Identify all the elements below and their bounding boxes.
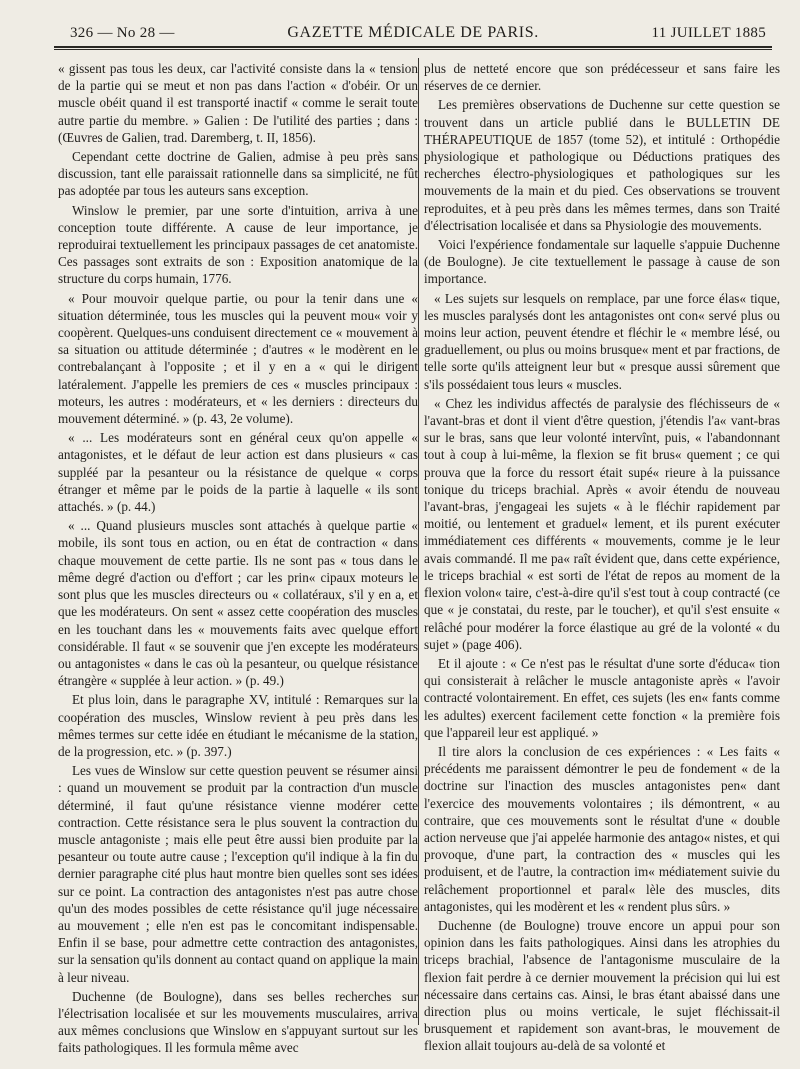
paragraph: plus de netteté encore que son prédécesseur et sans faire les réserves de ce dernier. — [424, 61, 780, 94]
page-header — [70, 22, 766, 44]
journal-title: GAZETTE MÉDICALE DE PARIS. — [287, 24, 539, 41]
paragraph: Et plus loin, dans le paragraphe XV, intitulé : Remarques sur la coopération des muscles, Winslow revient à peu près dans les mêmes termes sur cette idée en étudiant le mécanisme de la station, de la progression, etc. » (p. 397.) — [58, 692, 418, 759]
paragraph: Voici l'expérience fondamentale sur laquelle s'appuie Duchenne (de Boulogne). Je cite textuellement le passage à cause de son importance. — [424, 237, 780, 287]
paragraph: Et il ajoute : « Ce n'est pas le résultat d'une sorte d'éduca« tion qui consisterait à relâcher le muscle antagoniste après « l'avoir contracté volontairement. En effet, ces sujets (les en« fants comme les adultes) exercent facilement cette fonction « la première fois que l'appareil leur est appliqué. » — [424, 655, 780, 740]
paragraph: Les premières observations de Duchenne sur cette question se trouvent dans un article publié dans le BULLETIN DE THÉRAPEUTIQUE de 1857 (tome 52), et intitulé : Orthopédie physiologique et pathologique ou Déductions pratiques des recherches électro-physiologiques et pathologiques sur les mouvements de la main et du pied. Ces observations se trouvent reproduites, et à peu près dans les mêmes termes, dans son Traité d'électrisation localisée et dans sa Physiologie des mouvements. — [424, 97, 780, 233]
paragraph: Winslow le premier, par une sorte d'intuition, arriva à une conception toute différente. A cause de leur importance, je reproduirai textuellement les principaux passages de cet anatomiste. Ces passages sont extraits de son : Exposition anatomique de la structure du corps humain, 1776. — [58, 202, 418, 287]
quotation: « ... Quand plusieurs muscles sont attachés à quelque partie « mobile, ils sont tous en action, ou en état de contraction « dans chaque mouvement de cette partie. Ils ne sont pas « tous dans le même degré d'action ou d'effort ; car les prin« cipaux moteurs le sont plus que les muscles directeurs ou « collatéraux, s'il y en a, et que les modérateurs. On sent « assez cette coopération des muscles en les touchant dans les « mouvements faits avec quelque effort considérable. Il faut « se souvenir que j'en excepte les modérateurs ou antagonistes « dans le cas où la pesanteur, ou quelque résistance étrangère « supplée à leur action. » (p. 49.) — [58, 518, 418, 689]
issue-date: 11 JUILLET 1885 — [651, 24, 766, 41]
paragraph: Cependant cette doctrine de Galien, admise à peu près sans discussion, tant elle paraissait rationnelle dans sa simplicité, ne fût pas adoptée par tous les auteurs sans exception. — [58, 149, 418, 199]
paragraph: Il tire alors la conclusion de ces expériences : « Les faits « précédents me paraissent démontrer le peu de fondement « de la doctrine sur l'inaction des muscles antagonistes pen« dant l'exercice des mouvements volontaires ; ils démontrent, « au contraire, que ces mouvements sont le résultat d'une « double action nerveuse que j'ai appelée harmonie des antago« nistes, et qui provoque, d'une part, la contraction des « muscles qui les produisent, et de l'autre, la contraction im« médiatement suivie du relâchement proportionnel et paral« lèle des muscles, dits antagonistes, qui les modèrent et les « rendent plus sûrs. » — [424, 743, 780, 914]
quotation: « Pour mouvoir quelque partie, ou pour la tenir dans une « situation déterminée, tous les muscles qui la peuvent mou« voir y coopèrent. Quelques-uns conduisent directement ce « mouvement à sa situation ou attitude déterminée ; d'autres « le modèrent en le contrebalançant à l'opposite ; et il y en a « qui le dirigent latéralement. J'appelle les premiers de ces « muscles principaux : moteurs, les autres : modérateurs, et « les derniers : directeurs du mouvement déterminé. » (p. 43, 2e volume). — [58, 290, 418, 427]
paragraph: Duchenne (de Boulogne) trouve encore un appui pour son opinion dans les faits pathologiques. Ainsi dans les atrophies du triceps brachial, l'absence de l'antagonisme musculaire de la flexion fait perdre à ce dernier mouvement la précision qui lui est nécessaire dans certains cas. Ainsi, le bras étant abaissé dans une direction plus ou moins verticale, le sujet fléchissait-il brusquement et rapidement son avant-bras, le mouvement de flexion allait toujours au-delà de sa volonté et — [424, 917, 780, 1054]
quotation: « Chez les individus affectés de paralysie des fléchisseurs de « l'avant-bras et dont il vient d'être question, j'étendis l'a« vant-bras sur le bras, sans que leur volonté intervînt, puis, « l'abandonnant tout à coup à lui-même, la flexion se fit brus« quement ; ce qui prouva que la force du ressort était supé« rieure à la puissance tonique du triceps brachial. Après « avoir étendu de nouveau l'avant-bras, j'engageai les sujets « à le fléchir rapidement par moitié, ou lentement et graduel« lement, et ils purent exécuter immédiatement ces différents « mouvements, comme je le leur avais commandé. Il me pa« raît évident que, dans cette expérience, le triceps brachial « est sorti de l'état de repos au moment de la flexion volon« taire, c'est-à-dire qu'il s'est tout à coup contracté (ce que « je constatai, du reste, par le toucher), et qu'il s'est ensuite « relâché pour modérer la force élastique au gré de la volonté « du sujet » (page 406). — [424, 395, 780, 652]
left-column — [58, 60, 418, 1059]
right-column — [424, 60, 780, 1057]
quotation: « ... Les modérateurs sont en général ceux qu'on appelle « antagonistes, et le défaut de leur action est dans plusieurs « cas suppléé par la pesanteur ou la résistance de quelque « corps étranger et même par le poids de la partie à laquelle « ils sont attachés. » (p. 44.) — [58, 430, 418, 515]
column-divider — [418, 58, 419, 1025]
paragraph: Duchenne (de Boulogne), dans ses belles recherches sur l'électrisation localisée et sur les mouvements musculaires, arriva aux mêmes conclusions que Winslow en s'appuyant surtout sur les faits pathologiques. Il les formula même avec — [58, 988, 418, 1056]
quotation: « Les sujets sur lesquels on remplace, par une force élas« tique, les muscles paralysés dont les antagonistes ont con« servé plus ou moins leur action, peuvent étendre et fléchir le « membre lésé, ou graduellement, ou plus ou moins brusque« ment et par fractions, de telle sorte qu'ils atteignent leur but « presque aussi sûrement que s'ils possédaient tous leurs « muscles. — [424, 290, 780, 392]
paragraph: « gissent pas tous les deux, car l'activité consiste dans la « tension de la partie qui se meut et non pas dans l'action « d'obéir. Or un muscle obéit quand il est transporté inactif « comme le serait toute autre partie du membre. » Galien : De l'utilité des parties ; dans : (Œuvres de Galien, trad. Daremberg, t. II, 1856). — [58, 61, 418, 145]
header-rule-thin — [54, 49, 772, 50]
page-number: 326 — No 28 — — [70, 24, 175, 41]
header-rule — [54, 46, 772, 48]
paragraph: Les vues de Winslow sur cette question peuvent se résumer ainsi : quand un mouvement se produit par la contraction d'un muscle déterminé, il faut qu'une résistance vienne modérer cette contraction. Cette résistance sera le plus souvent la contraction du muscle antagoniste ; mais elle peut être aussi bien produite par la pesanteur ou toute autre cause ; l'exception qu'il indique à la fin du dernier paragraphe cité plus haut montre bien quelles sont ses idées sur ce point. La contraction des antagonistes n'est pas autre chose qu'un des modes possibles de cette résistance qu'il juge nécessaire au mouvement ; elle n'en est pas le concomitant indispensable. Enfin il se base, pour admettre cette contraction des antagonistes, sur la sensation qu'ils donnent au contact quand on applique la main à leur niveau. — [58, 763, 418, 985]
